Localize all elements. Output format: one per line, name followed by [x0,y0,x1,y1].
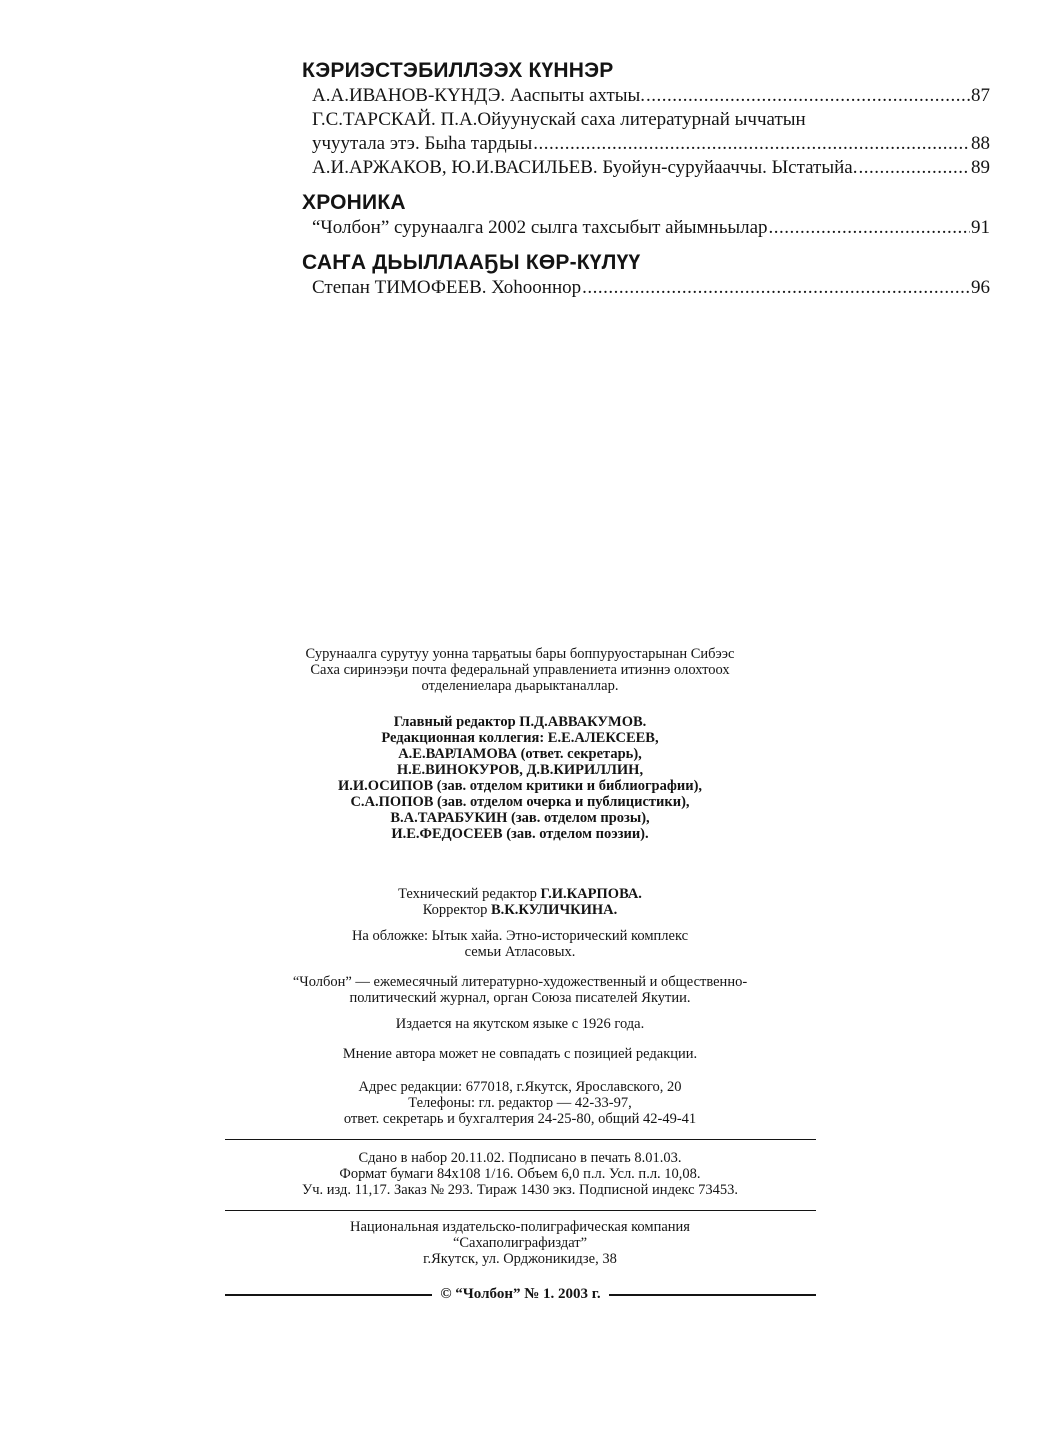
text-line: г.Якутск, ул. Орджоникидзе, 38 [423,1251,617,1267]
text-line: семьи Атласовых. [464,944,576,960]
table-of-contents [302,58,990,300]
editorial-board [215,714,825,842]
corrector-label: Корректор [422,902,488,918]
rule-left [225,1294,432,1296]
toc-entry[interactable] [302,156,990,180]
staff-credits [215,886,825,918]
board-line: Н.Е.ВИНОКУРОВ, Д.В.КИРИЛЛИН, [396,762,644,778]
toc-entry-page: 89 [971,157,990,178]
tech-editor-name: Г.И.КАРПОВА. [540,886,642,902]
toc-entry-title: А.А.ИВАНОВ-КҮНДЭ. Ааспыты ахтыы. [312,85,646,106]
toc-entry-page: 96 [971,277,990,298]
published-since [215,1016,825,1032]
text-line: Сдано в набор 20.11.02. Подписано в печать 8.01.03. [358,1150,682,1166]
text-line: отделениелара дьарыктаналлар. [421,678,619,694]
text-line: Издается на якутском языке с 1926 года. [395,1016,645,1032]
cover-note [215,928,825,960]
divider [225,1139,816,1140]
tech-editor-label: Технический редактор [398,886,537,902]
section-heading: КЭРИЭСТЭБИЛЛЭЭХ КҮННЭР [302,59,614,82]
dot-leader [769,216,970,240]
board-line: И.Е.ФЕДОСЕЕВ (зав. отделом поэзии). [391,826,649,842]
section-heading: ХРОНИКА [302,191,406,214]
publisher-info [215,1219,825,1267]
toc-entry[interactable] [302,216,990,240]
text-line: Формат бумаги 84х108 1/16. Объем 6,0 п.л. Усл. п.л. 10,08. [339,1166,701,1182]
toc-entry-page: 88 [971,133,990,154]
text-line: “Сахаполиграфиздат” [452,1235,588,1251]
text-line: Телефоны: гл. редактор — 42-33-97, [408,1095,632,1111]
divider [225,1210,816,1211]
toc-entry-title: “Чолбон” сурунаалга 2002 сылга тахсыбыт айымньылар [312,217,768,238]
board-line: А.Е.ВАРЛАМОВА (ответ. секретарь), [398,746,642,762]
text-line: Уч. изд. 11,17. Заказ № 293. Тираж 1430 экз. Подписной индекс 73453. [301,1182,739,1198]
dot-leader [858,156,970,180]
text-line: На обложке: Ытык хайа. Этно-исторический комплекс [351,928,689,944]
toc-entry-page: 91 [971,217,990,238]
text-line: политический журнал, орган Союза писателей Якутии. [349,990,691,1006]
text-line: Мнение автора может не совпадать с позицией редакции. [342,1046,698,1062]
toc-entry-title: учуутала этэ. Быhа тардыы [312,133,533,154]
toc-entry-title: Степан ТИМОФЕЕВ. Хоhооннор [312,277,582,298]
dot-leader [582,276,970,300]
toc-entry-page: 87 [971,85,990,106]
chief-editor: Главный редактор П.Д.АВВАКУМОВ. [393,714,647,730]
toc-entry-title: А.И.АРЖАКОВ, Ю.И.ВАСИЛЬЕВ. Буойун-суруйааччы. Ыстатыйа. [312,157,858,178]
toc-entry-title-line: Г.С.ТАРСКАЙ. П.А.Ойуунускай саха литературнай ыччатын [312,109,806,130]
text-line: Сурунаалга сурутуу уонна тарҕатыы бары боппуруостарынан Сибээс [305,646,735,662]
text-line: Адрес редакции: 677018, г.Якутск, Ярославского, 20 [358,1079,682,1095]
copyright-line [225,1286,816,1303]
board-line: И.И.ОСИПОВ (зав. отделом критики и библиографии), [337,778,703,794]
dot-leader [533,132,970,156]
board-line: Редакционная коллегия: Е.Е.АЛЕКСЕЕВ, [381,730,659,746]
print-details [215,1150,825,1198]
board-line: В.А.ТАРАБУКИН (зав. отделом прозы), [390,810,650,826]
text-line: ответ. секретарь и бухгалтерия 24-25-80, общий 42-49-41 [343,1111,697,1127]
disclaimer [215,1046,825,1062]
copyright-text: © “Чолбон” № 1. 2003 г. [440,1286,601,1302]
section-heading: САҤА ДЬЫЛЛААҔЫ КӨР-КҮЛҮҮ [302,251,641,274]
board-line: С.А.ПОПОВ (зав. отделом очерка и публицистики), [350,794,690,810]
toc-entry[interactable] [302,276,990,300]
corrector [215,902,825,918]
toc-entry[interactable] [302,132,990,156]
tech-editor [215,886,825,902]
subscription-note [215,646,825,694]
dot-leader [646,84,970,108]
corrector-name: В.К.КУЛИЧКИНА. [490,902,618,918]
journal-description [215,974,825,1006]
rule-right [609,1294,816,1296]
text-line: Саха сиринээҕи почта федеральнай управлениета итиэннэ олохтоох [310,662,730,678]
editorial-address [215,1079,825,1127]
text-line: Национальная издательско-полиграфическая компания [350,1219,690,1235]
text-line: “Чолбон” — ежемесячный литературно-художественный и общественно- [292,974,748,990]
toc-entry[interactable] [302,84,990,108]
